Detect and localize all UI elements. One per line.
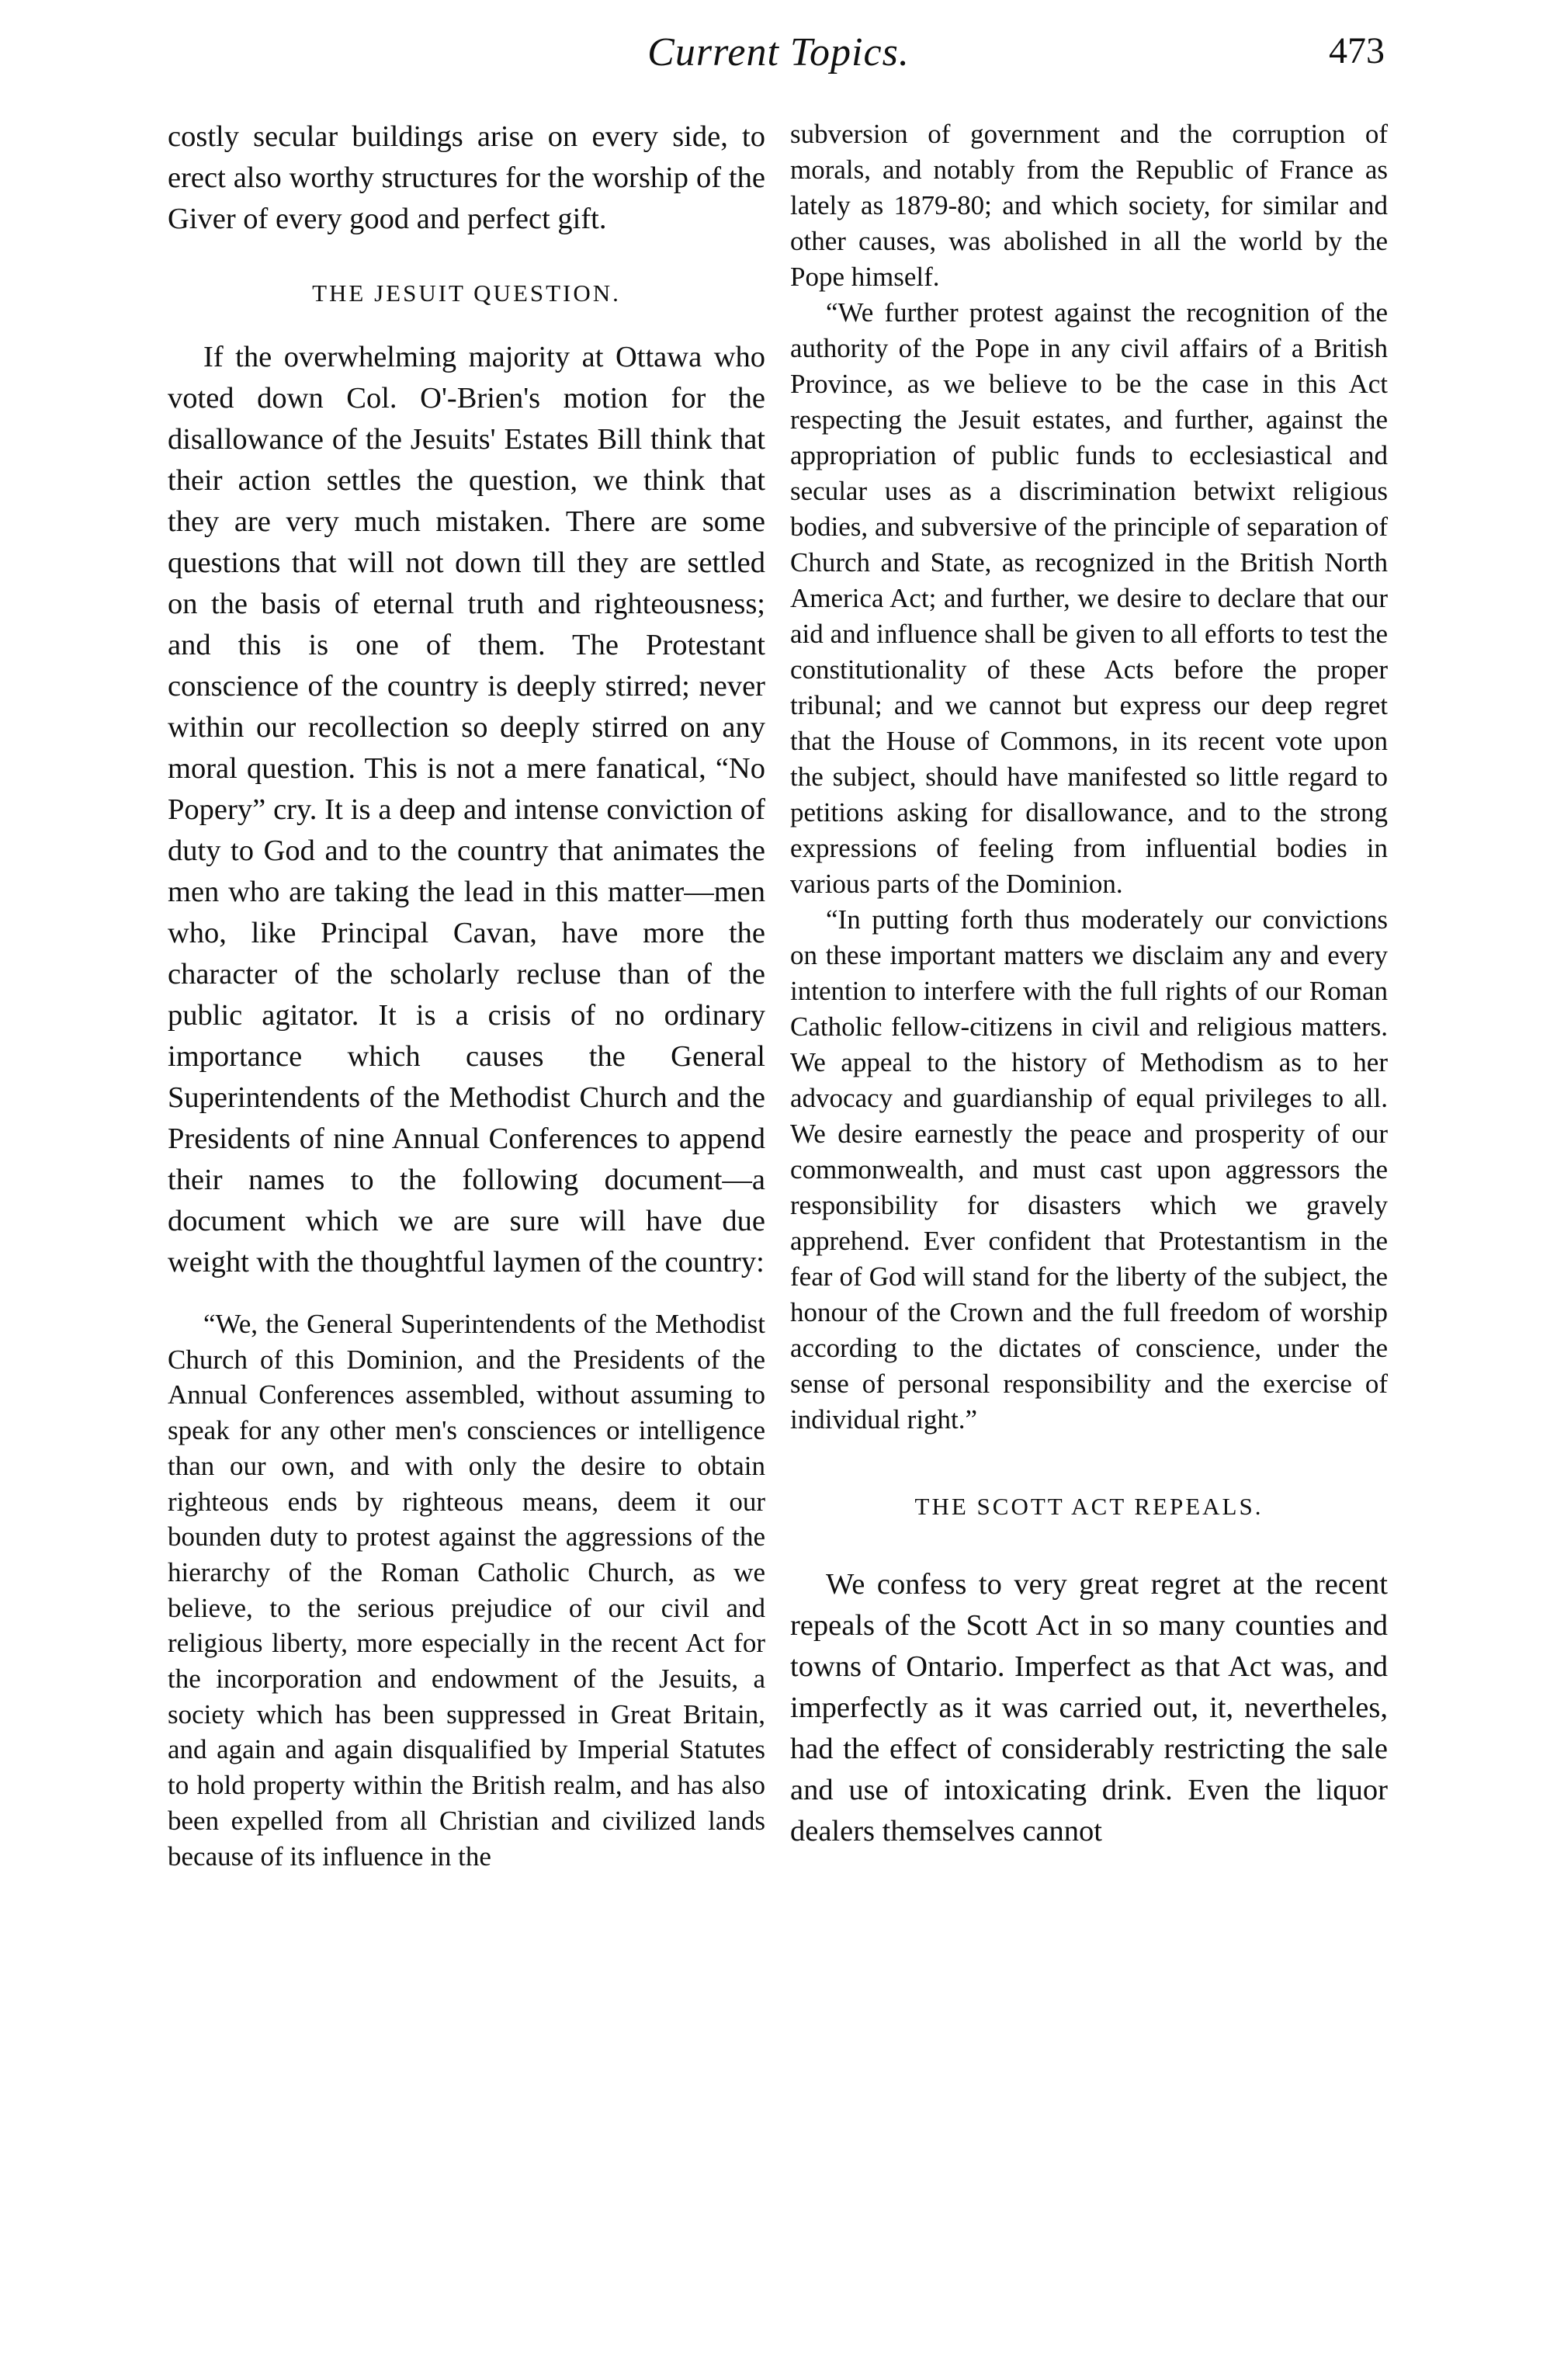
paragraph-scott-act: We confess to very great regret at the recent repeals of the Scott Act in so many counties and towns of Ontario. Imperfect as that Act was, and imperfectly as it was carried out, it, nevertheles, had the effect of considerably restricting the sale and use of intoxicating drink. Even the liquor dealers themselves cannot bbox=[790, 1568, 1388, 1847]
quote-methodist-protest: “We, the General Superintendents of the Methodist Church of this Dominion, and the Presidents of the Annual Conferences assembled, without assuming to speak for any other men's consciences or intelligence than our own, and with only the desire to obtain righteous ends by righteous means, deem it our bounden duty to protest against the aggressions of the hierarchy of the Roman Catholic Church, as we believe, to the serious prejudice of our civil and religious liberty, more especially in the recent Act for the incorporation and endowment of the Jesuits, a society which has been suppressed in Great Britain, and again and again disqualified by Imperial Statutes to hold property within the British realm, and has also been expelled from all Christian and civilized lands because of its influence in the bbox=[168, 1309, 765, 1872]
running-head bbox=[0, 29, 1557, 85]
quote-continuation: subversion of government and the corruption of morals, and notably from the Republic of France as lately as 1879-80; and which society, for similar and other causes, was abolished in all the world by the Pope himself. bbox=[790, 119, 1388, 292]
running-title: Current Topics. bbox=[647, 30, 910, 75]
quote-putting-forth: “In putting forth thus moderately our convictions on these important matters we disclaim any and every intention to interfere with the full rights of our Roman Catholic fellow-citizens in civil and religious matters. We appeal to the history of Methodism as to her advocacy and guardianship of equal privileges to all. We desire earnestly the peace and prosperity of our commonwealth, and must cast upon aggressors the responsibility for disasters which we gravely apprehend. Ever confident that Protestantism in the fear of God will stand for the liberty of the subject, the honour of the Crown and the full freedom of worship according to the dictates of conscience, under the sense of personal responsibility and the exercise of individual right.” bbox=[790, 904, 1388, 1435]
page-number: 473 bbox=[1329, 30, 1385, 71]
left-column bbox=[168, 116, 765, 1874]
quote-further-protest: “We further protest against the recognition of the authority of the Pope in any civil affairs of a British Province, as we believe to be the case in this Act respecting the Jesuit estates, and further, against the appropriation of public funds to ecclesiastical and secular uses as a discrimination betwixt religious bodies, and subversive of the principle of separation of Church and State, as recognized in the British North America Act; and further, we desire to declare that our aid and influence shall be given to all efforts to test the constitutionality of these Acts before the proper tribunal; and we cannot but express our deep regret that the House of Commons, in its recent vote upon the subject, should have manifested so little regard to petitions asking for disallowance, and to the strong expressions of feeling from influential bodies in various parts of the Dominion. bbox=[790, 297, 1388, 899]
paragraph-worship-buildings: costly secular buildings arise on every side, to erect also worthy structures for the worship of the Giver of every good and perfect gift. bbox=[168, 120, 765, 235]
right-column bbox=[790, 116, 1388, 1852]
section-heading-jesuit-question: THE JESUIT QUESTION. bbox=[312, 279, 621, 307]
paragraph-jesuit-question: If the overwhelming majority at Ottawa who voted down Col. O'-Brien's motion for the disallowance of the Jesuits' Estates Bill think that their action settles the question, we think that they are very much mistaken. There are some questions that will not down till they are settled on the basis of eternal truth and righteousness; and this is one of them. The Protestant conscience of the country is deeply stirred; never within our recollection so deeply stirred on any moral question. This is not a mere fanatical, “No Popery” cry. It is a deep and intense conviction of duty to God and to the country that animates the men who are taking the lead in this matter—men who, like Principal Cavan, have more the character of the scholarly recluse than of the public agitator. It is a crisis of no ordinary importance which causes the General Superintendents of the Methodist Church and the Presidents of nine Annual Conferences to append their names to the following document—a document which we are sure will have due weight with the thoughtful laymen of the country: bbox=[168, 341, 765, 1278]
section-heading-scott-act: THE SCOTT ACT REPEALS. bbox=[914, 1493, 1264, 1520]
